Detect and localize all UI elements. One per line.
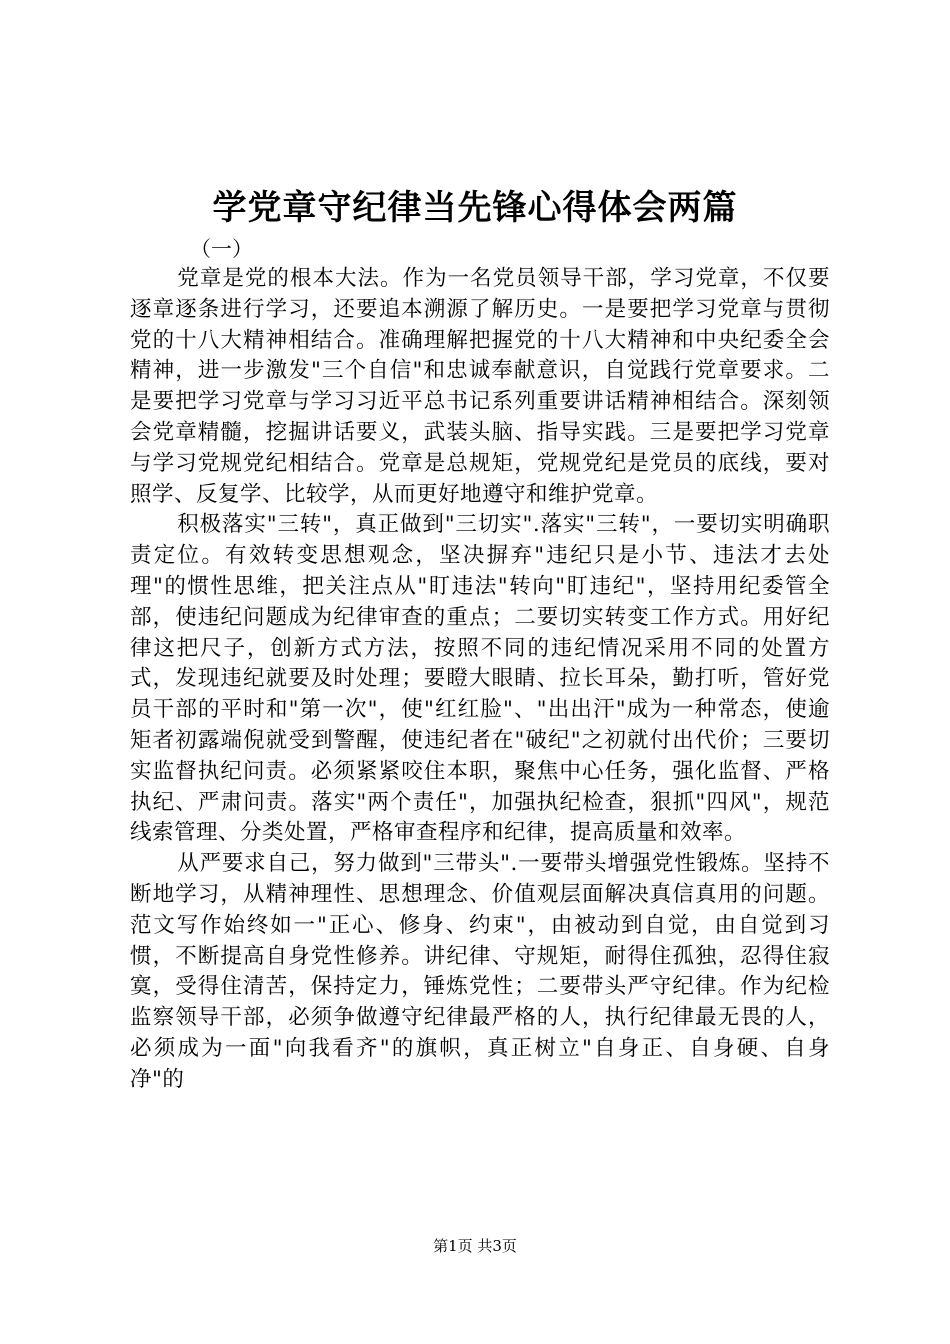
document-title: 学党章守纪律当先锋心得体会两篇 (212, 188, 738, 228)
page-number: 第1页 共3页 (433, 1237, 517, 1255)
paragraph: 积极落实"三转"，真正做到"三切实".落实"三转"，一要切实明确职责定位。有效转变思想观念，坚决摒弃"违纪只是小节、违法才去处理"的惯性思维，把关注点从"盯违法"转向"盯违纪"，坚持用纪委管全部，使违纪问题成为纪律审查的重点；二要切实转变工作方式。用好纪律这把尺子，创新方式方法，按照不同的违纪情况采用不同的处置方式，发现违纪就要及时处理；要瞪大眼睛、拉长耳朵，勤打听，管好党员干部的平时和"第一次"，使"红红脸"、"出出汗"成为一种常态，使逾矩者初露端倪就受到警醒，使违纪者在"破纪"之初就付出代价；三要切实监督执纪问责。必须紧紧咬住本职，聚焦中心任务，强化监督、严格执纪、严肃问责。落实"两个责任"，加强执纪检查，狠抓"四风"，规范线索管理、分类处置，严格审查程序和纪律，提高质量和效率。 (130, 512, 830, 846)
paragraph: 党章是党的根本大法。作为一名党员领导干部，学习党章，不仅要逐章逐条进行学习，还要追本溯源了解历史。一是要把学习党章与贯彻党的十八大精神相结合。准确理解把握党的十八大精神和中央纪委全会精神，进一步激发"三个自信"和忠诚奉献意识，自觉践行党章要求。二是要把学习党章与学习习近平总书记系列重要讲话精神相结合。深刻领会党章精髓，挖掘讲话要义，武装头脑、指导实践。三是要把学习党章与学习党规党纪相结合。党章是总规矩，党规党纪是党员的底线，要对照学、反复学、比较学，从而更好地遵守和维护党章。 (130, 266, 830, 507)
section-label: （一） (190, 237, 253, 261)
paragraph: 从严要求自己，努力做到"三带头".一要带头增强党性锻炼。坚持不断地学习，从精神理性、思想理念、价值观层面解决真信真用的问题。范文写作始终如一"正心、修身、约束"，由被动到自觉，由自觉到习惯，不断提高自身党性修养。讲纪律、守规矩，耐得住孤独，忍得住寂寞，受得住清苦，保持定力，锤炼党性；二要带头严守纪律。作为纪检监察领导干部，必须争做遵守纪律最严格的人，执行纪律最无畏的人，必须成为一面"向我看齐"的旗帜，真正树立"自身正、自身硬、自身净"的 (130, 851, 830, 1092)
document-body (130, 264, 830, 1096)
